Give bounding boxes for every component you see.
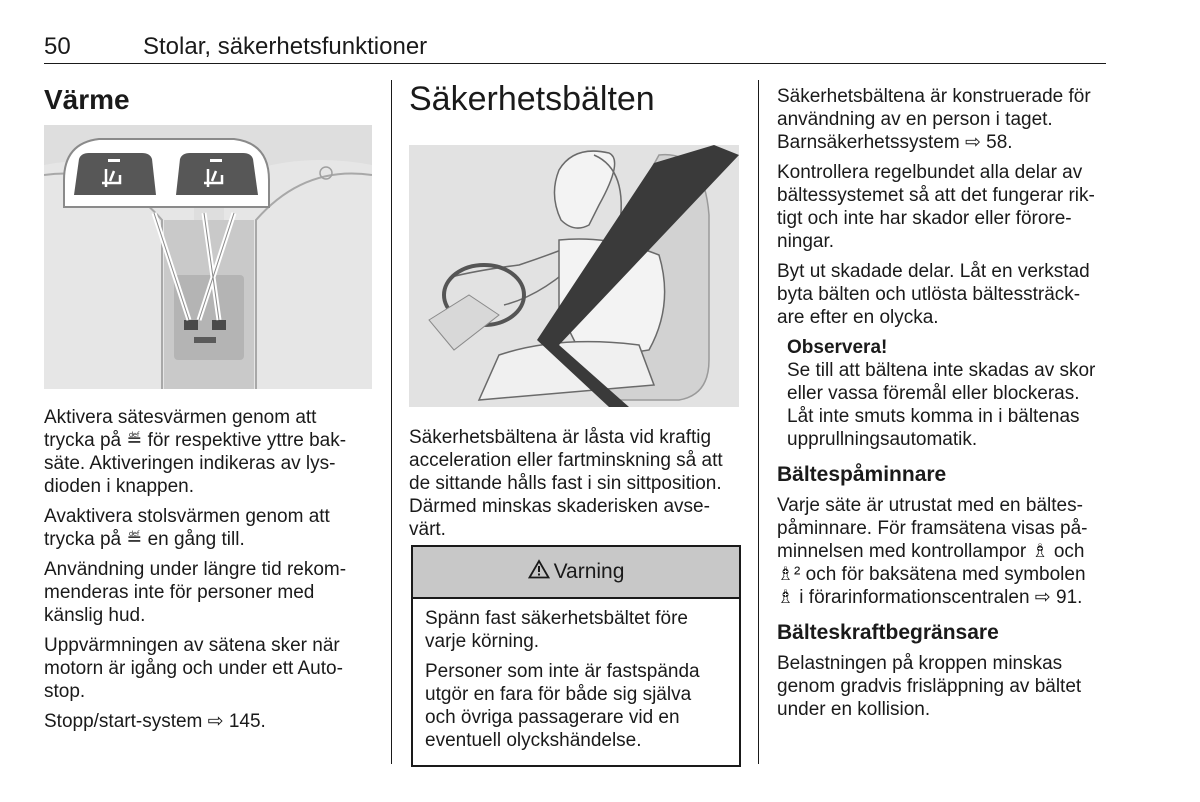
middle-body-text (409, 426, 739, 548)
seatbelt-illustration (409, 145, 739, 407)
note-text: Se till att bältena inte skadas av skor eller vassa föremål eller blockeras. Låt inte smuts komma in i bältenas upprullningsautomatik. (787, 360, 1096, 450)
header-rule (44, 63, 1106, 64)
warning-paragraph: Personer som inte är fastspända utgör en fara för både sig själva och övriga passagerare vid en eventuell olyckshändelse. (425, 661, 700, 751)
seat-heating-illustration (44, 125, 372, 389)
heading-baltekraftbegransare: Bälteskraftbegränsare (777, 621, 999, 644)
column-divider-left (391, 80, 392, 764)
paragraph: Säkerhetsbältena är konstruerade för användning av en person i taget. Barnsäkerhetssystem ⇨ 58. (777, 86, 1091, 153)
warning-title: Varning (553, 560, 625, 583)
chapter-title: Stolar, säkerhetsfunktioner (143, 33, 428, 60)
right-body-text (777, 85, 1107, 728)
heading-baltespaminnare: Bältespåminnare (777, 463, 947, 486)
page-number: 50 (44, 33, 71, 60)
cross-reference: Stopp/start-system ⇨ 145. (44, 711, 266, 732)
paragraph: Varje säte är utrustat med en bältes-påminnare. För framsätena visas på-minnelsen med kontrollampor ♗ och ♗² och för baksätena med symbolen ♗ i förarinformationscentralen ⇨ 91. (777, 495, 1088, 608)
left-body-text (44, 406, 370, 740)
paragraph: Belastningen på kroppen minskas genom gradvis frisläppning av bältet under en kollision. (777, 653, 1082, 720)
heading-varme: Värme (44, 84, 130, 115)
warning-triangle-icon (528, 559, 550, 585)
paragraph: Uppvärmningen av sätena sker när motorn är igång och under ett Auto-stop. (44, 635, 343, 702)
warning-box (411, 545, 741, 767)
paragraph: Användning under längre tid rekom-menderas inte för personer med känslig hud. (44, 559, 347, 626)
paragraph: Kontrollera regelbundet alla delar av bältessystemet så att det fungerar rik-tigt och inte har skador eller förore-ningar. (777, 162, 1095, 252)
column-divider-right (758, 80, 759, 764)
paragraph: Avaktivera stolsvärmen genom att trycka på ≝ en gång till. (44, 506, 330, 550)
heading-sakerhetsbalten: Säkerhetsbälten (409, 80, 655, 118)
note-title: Observera! (787, 337, 888, 358)
warning-header (413, 547, 739, 599)
paragraph: Aktivera sätesvärmen genom att trycka på ≝ för respektive yttre bak-säte. Aktiveringen indikeras av lys-dioden i knappen. (44, 407, 347, 497)
paragraph: Byt ut skadade delar. Låt en verkstad byta bälten och utlösta bältessträck-are efter en olycka. (777, 261, 1090, 328)
warning-paragraph: Spänn fast säkerhetsbältet före varje körning. (425, 608, 688, 652)
paragraph: Säkerhetsbältena är låsta vid kraftig acceleration eller fartminskning så att de sittande hålls fast i sin sittposition. Därmed minskas skaderisken avse-värt. (409, 427, 723, 540)
note-box (777, 336, 1107, 451)
